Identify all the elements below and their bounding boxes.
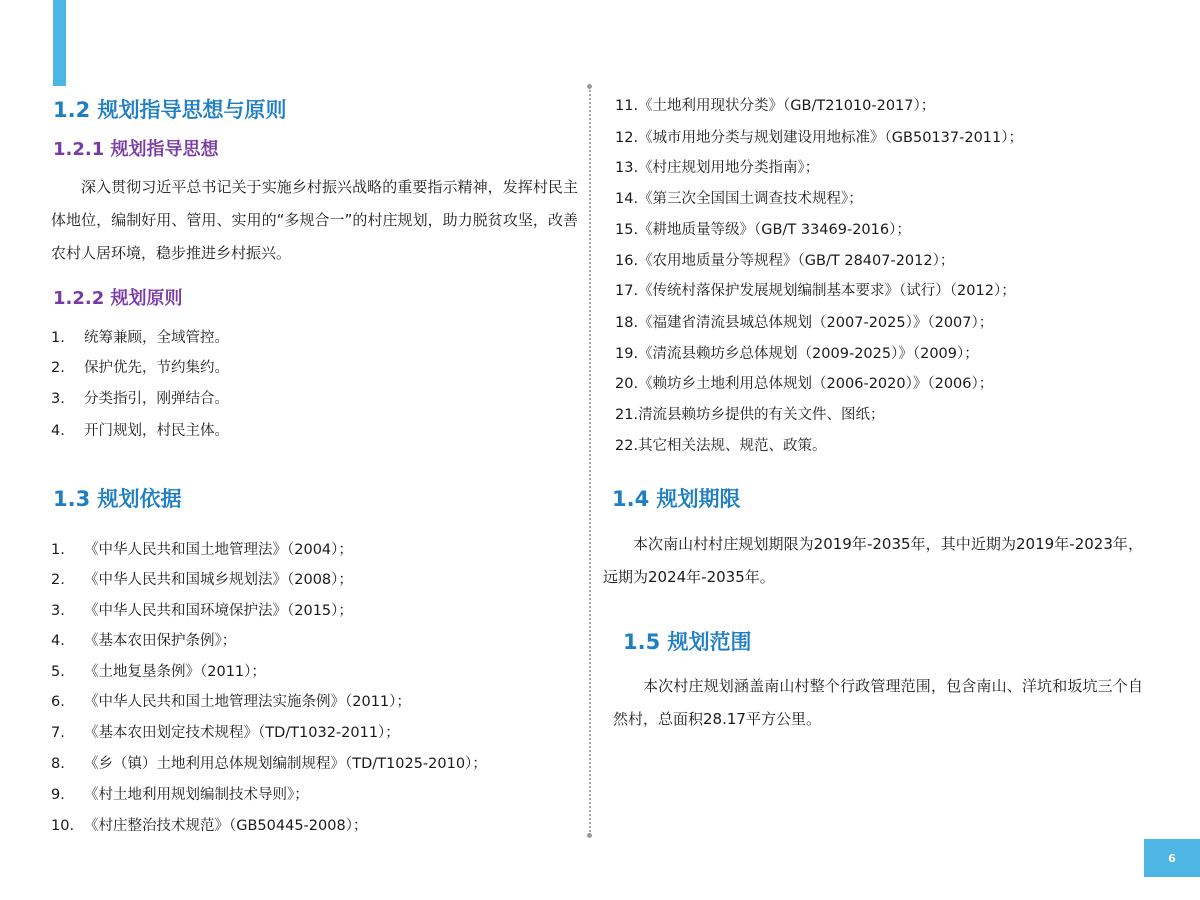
- top-accent-bar: [53, 0, 66, 86]
- list-item: 2. 《中华人民共和国城乡规划法》（2008）；: [51, 572, 353, 588]
- list-item: 13.《村庄规划用地分类指南》；: [615, 160, 820, 176]
- heading-1-2-1: 1.2.1 规划指导思想: [53, 139, 219, 160]
- scope-paragraph: 本次村庄规划涵盖南山村整个行政管理范围，包含南山、洋坑和坂坑三个自然村，总面积28.17平方公里。: [613, 677, 1143, 728]
- list-item: 19.《清流县赖坊乡总体规划（2009-2025）》（2009）；: [615, 346, 979, 362]
- period-paragraph: 本次南山村村庄规划期限为2019年-2035年，其中近期为2019年-2023年，远期为2024年-2035年。: [603, 535, 1143, 586]
- divider-top-dot: [587, 84, 592, 89]
- guiding-paragraph: 深入贯彻习近平总书记关于实施乡村振兴战略的重要指示精神，发挥村民主体地位，编制好用、管用、实用的“多规合一”的村庄规划，助力脱贫攻坚，改善农村人居环境，稳步推进乡村振兴。: [51, 178, 578, 262]
- list-item: 4. 《基本农田保护条例》；: [51, 633, 237, 649]
- column-divider: [589, 86, 591, 836]
- list-item: 21.清流县赖坊乡提供的有关文件、图纸；: [615, 407, 885, 423]
- list-item: 18.《福建省清流县城总体规划（2007-2025）》（2007）；: [615, 315, 994, 331]
- list-item: 17.《传统村落保护发展规划编制基本要求》（试行）（2012）；: [615, 283, 1016, 299]
- heading-1-4: 1.4 规划期限: [612, 487, 741, 511]
- list-item: 11.《土地利用现状分类》（GB/T21010-2017）；: [615, 98, 936, 114]
- heading-1-2-2: 1.2.2 规划原则: [53, 288, 183, 309]
- list-item: 22.其它相关法规、规范、政策。: [615, 438, 827, 454]
- list-item: 16.《农用地质量分等规程》（GB/T 28407-2012）；: [615, 253, 955, 269]
- list-item: 14.《第三次全国国土调查技术规程》；: [615, 191, 863, 207]
- list-item: 5. 《土地复垦条例》（2011）；: [51, 664, 266, 680]
- page-number-badge: 6: [1144, 839, 1200, 877]
- list-item: 15.《耕地质量等级》（GB/T 33469-2016）；: [615, 222, 911, 238]
- list-item: 9. 《村土地利用规划编制技术导则》；: [51, 787, 309, 803]
- list-item: 12.《城市用地分类与规划建设用地标准》（GB50137-2011）；: [615, 130, 1024, 146]
- heading-1-5: 1.5 规划范围: [623, 630, 752, 654]
- list-item: 7. 《基本农田划定技术规程》（TD/T1032-2011）；: [51, 725, 400, 741]
- list-item: 1. 统筹兼顾，全域管控。: [51, 330, 229, 346]
- heading-1-3: 1.3 规划依据: [53, 487, 182, 511]
- list-item: 3. 分类指引，刚弹结合。: [51, 391, 229, 407]
- list-item: 1. 《中华人民共和国土地管理法》（2004）；: [51, 542, 353, 558]
- list-item: 10. 《村庄整治技术规范》（GB50445-2008）；: [51, 818, 368, 834]
- list-item: 6. 《中华人民共和国土地管理法实施条例》（2011）；: [51, 694, 411, 710]
- list-item: 2. 保护优先，节约集约。: [51, 360, 229, 376]
- heading-1-2: 1.2 规划指导思想与原则: [53, 98, 287, 122]
- divider-bottom-dot: [587, 833, 592, 838]
- list-item: 4. 开门规划，村民主体。: [51, 423, 229, 439]
- list-item: 8. 《乡（镇）土地利用总体规划编制规程》（TD/T1025-2010）；: [51, 756, 487, 772]
- list-item: 20.《赖坊乡土地利用总体规划（2006-2020）》（2006）；: [615, 376, 994, 392]
- list-item: 3. 《中华人民共和国环境保护法》（2015）；: [51, 603, 353, 619]
